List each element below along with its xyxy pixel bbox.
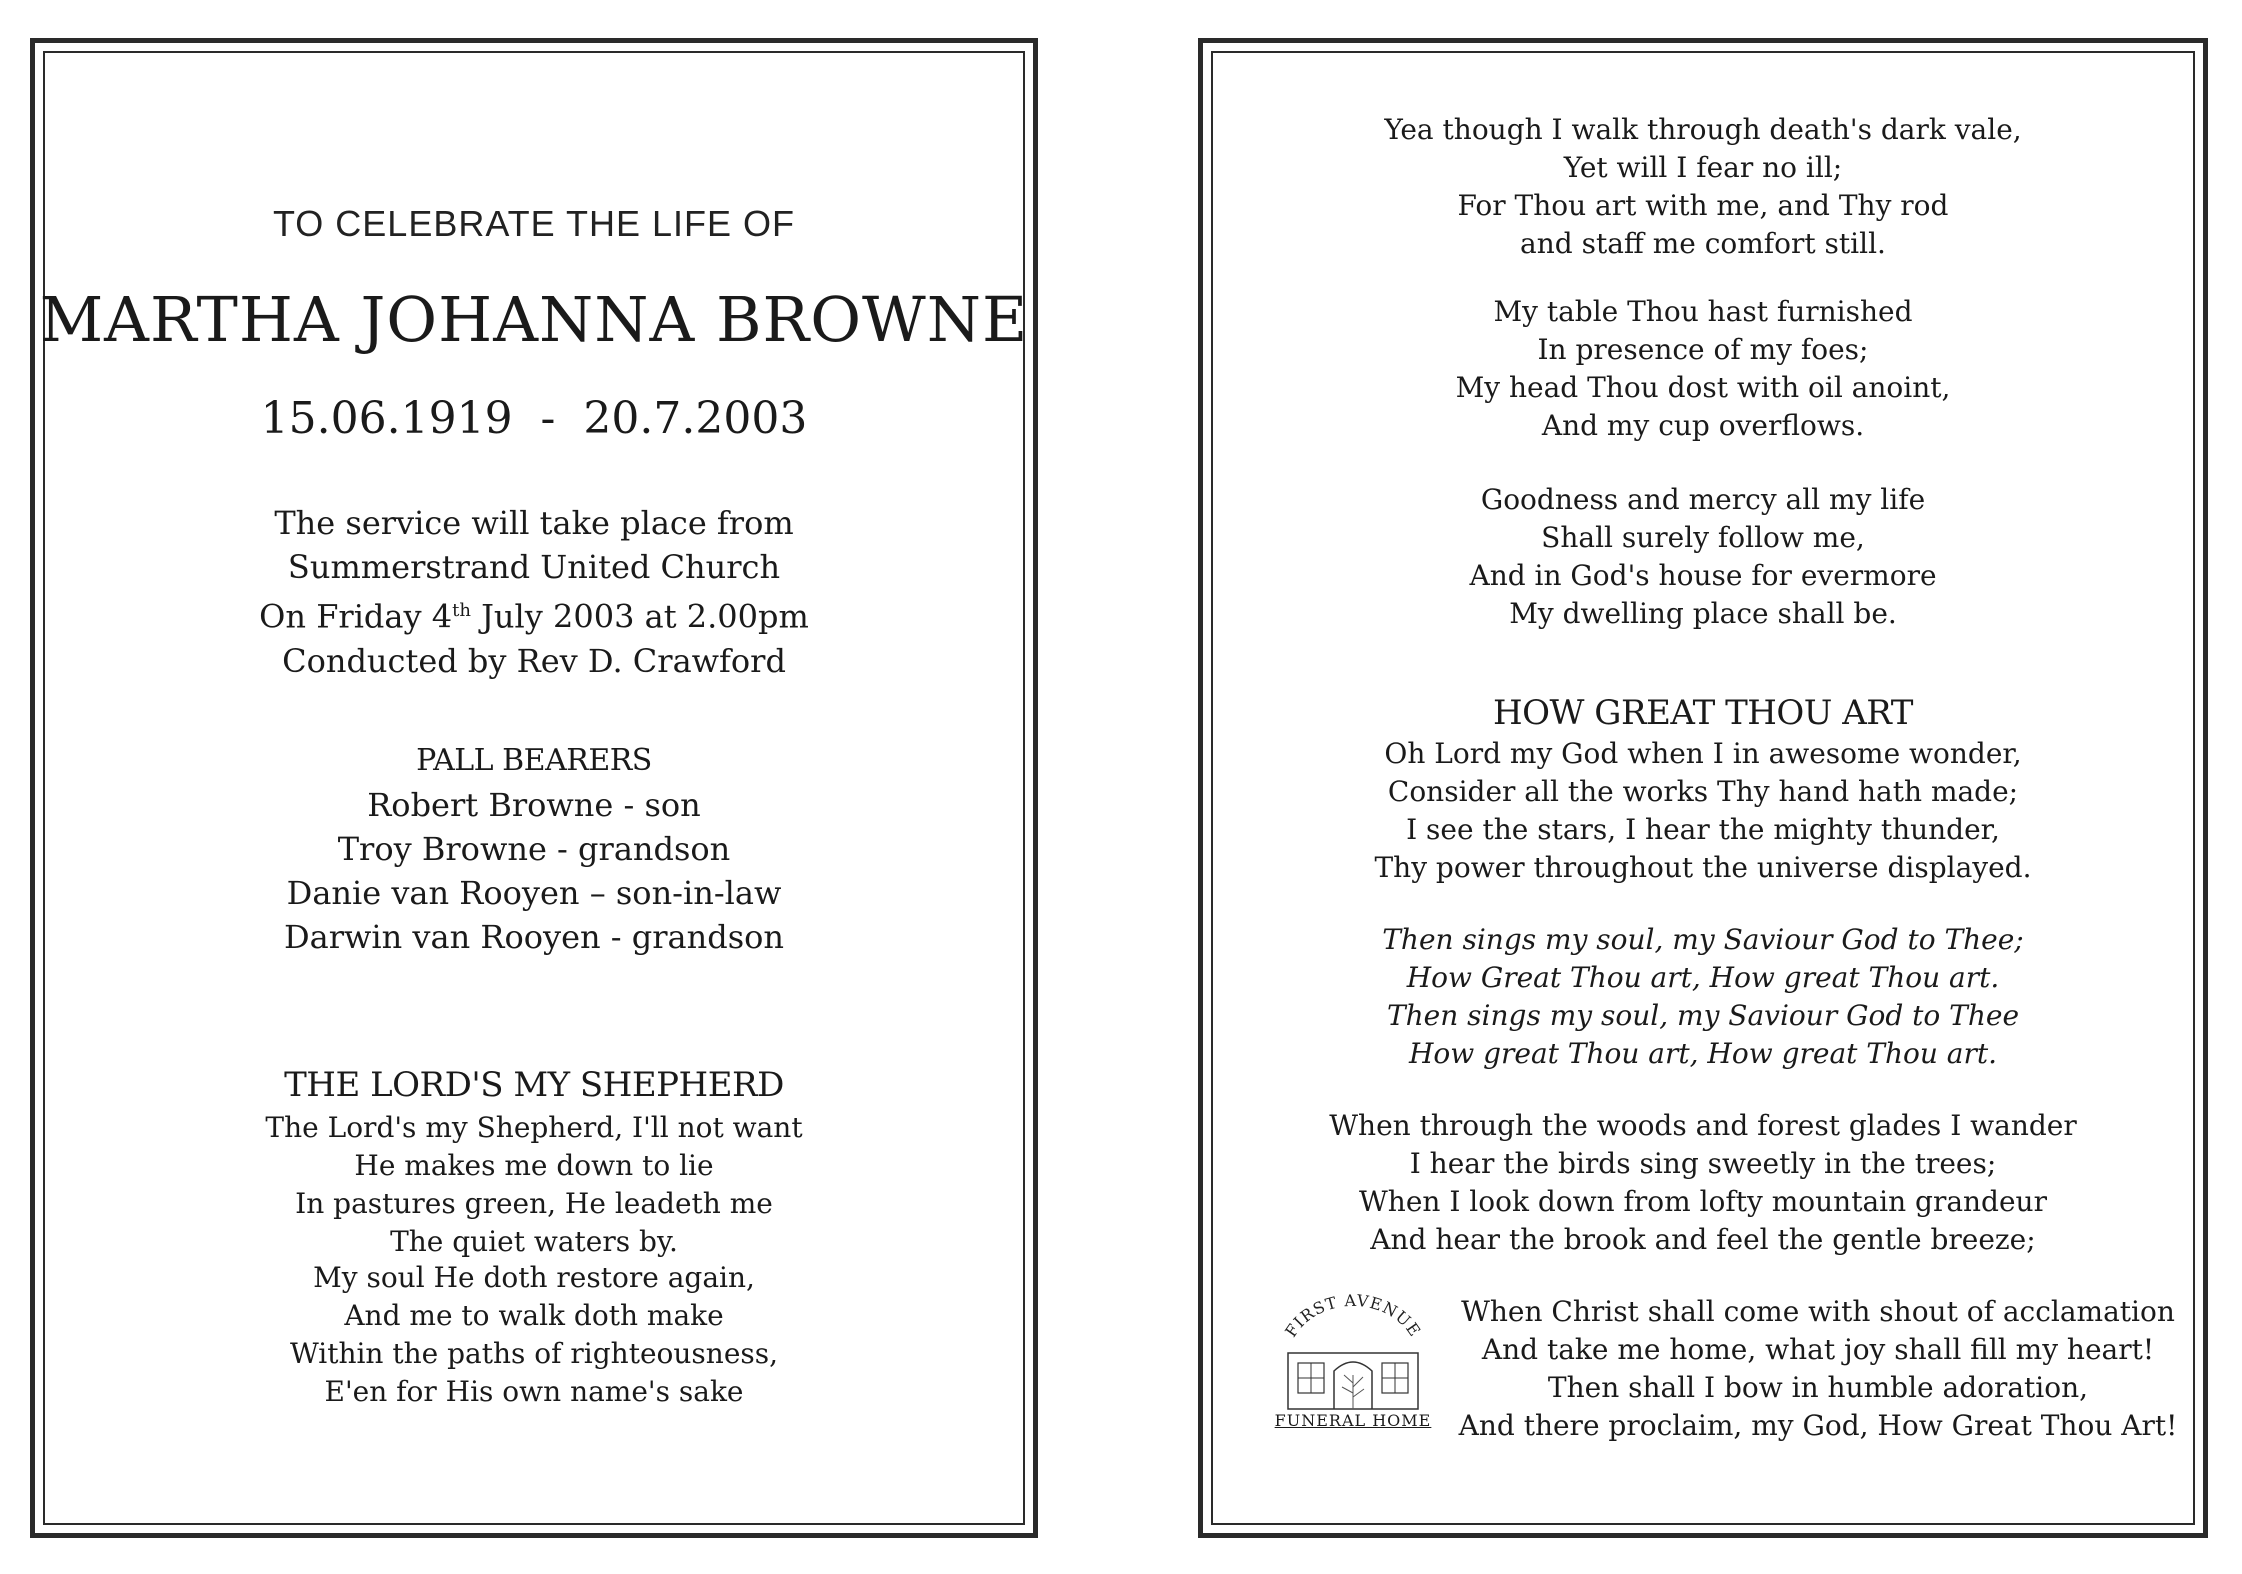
svg-text:FIRST AVENUE — [1281, 1291, 1425, 1340]
logo-arc-text: FIRST AVENUE — [1281, 1291, 1425, 1341]
verse-line: He makes me down to lie — [354, 1149, 714, 1182]
verse-line: Thy power throughout the universe displayed. — [1374, 851, 2032, 884]
verse-line: My dwelling place shall be. — [1509, 597, 1897, 630]
hymn2-verse — [1443, 1293, 2193, 1445]
pall-bearers — [35, 739, 1033, 959]
verse-line: And in God's house for evermore — [1469, 559, 1937, 592]
hymn2-verse — [1203, 1107, 2203, 1259]
verse-line: And hear the brook and feel the gentle breeze; — [1370, 1223, 2036, 1256]
verse-line: When I look down from lofty mountain grandeur — [1359, 1185, 2047, 1218]
service-line: The service will take place from — [274, 504, 794, 542]
verse-line: For Thou art with me, and Thy rod — [1457, 189, 1949, 222]
verse-line: Then shall I bow in humble adoration, — [1547, 1371, 2089, 1404]
service-line: Conducted by Rev D. Crawford — [282, 641, 786, 680]
pall-bearer: Troy Browne - grandson — [337, 830, 731, 868]
verse-line: And my cup overflows. — [1541, 409, 1865, 442]
hymn2-title: HOW GREAT THOU ART — [1493, 693, 1913, 733]
celebrate-heading: TO CELEBRATE THE LIFE OF — [272, 203, 796, 244]
verse-line: Oh Lord my God when I in awesome wonder, — [1384, 737, 2022, 770]
verse-line: How great Thou art, How great Thou art. — [1408, 1037, 1998, 1070]
pall-bearers-title: PALL BEARERS — [416, 743, 652, 778]
verse-line: How Great Thou art, How great Thou art. — [1406, 961, 2000, 994]
verse-line: I see the stars, I hear the mighty thunder, — [1406, 813, 2000, 846]
verse-line: When Christ shall come with shout of acclamation — [1461, 1295, 2175, 1328]
pall-bearer: Darwin van Rooyen - grandson — [283, 918, 785, 956]
pall-bearer: Danie van Rooyen – son-in-law — [286, 874, 782, 912]
verse-line: My soul He doth restore again, — [313, 1261, 755, 1294]
verse-line: Yea though I walk through death's dark vale, — [1384, 113, 2022, 146]
life-dates: 15.06.1919 - 20.7.2003 — [260, 393, 808, 444]
hymn2-verse — [1203, 735, 2203, 887]
verse-line: When through the woods and forest glades I wander — [1329, 1109, 2077, 1142]
logo-label: FUNERAL HOME — [1274, 1411, 1432, 1430]
verse-line: In presence of my foes; — [1537, 333, 1869, 366]
hymn-stanza — [35, 1109, 1033, 1261]
hymn-stanza — [35, 1259, 1033, 1411]
verse-line: Within the paths of righteousness, — [289, 1337, 779, 1370]
verse-line: The Lord's my Shepherd, I'll not want — [265, 1111, 803, 1144]
service-line: Summerstrand United Church — [287, 548, 781, 586]
deceased-name: MARTHA JOHANNA BROWNE — [39, 283, 1029, 356]
verse-line: And there proclaim, my God, How Great Thou Art! — [1458, 1409, 2178, 1442]
verse-line: I hear the birds sing sweetly in the trees; — [1409, 1147, 1997, 1180]
verse-line: Consider all the works Thy hand hath made; — [1387, 775, 2019, 808]
verse-line: And me to walk doth make — [344, 1299, 724, 1332]
verse-line: Yet will I fear no ill; — [1563, 151, 1843, 184]
verse-line: Then sings my soul, my Saviour God to Thee — [1386, 999, 2020, 1032]
verse-line: My head Thou dost with oil anoint, — [1455, 371, 1951, 404]
verse-line: And take me home, what joy shall fill my heart! — [1481, 1333, 2155, 1366]
verse-line: In pastures green, He leadeth me — [295, 1187, 773, 1220]
verse-line: E'en for His own name's sake — [324, 1375, 744, 1408]
hymn-title: THE LORD'S MY SHEPHERD — [284, 1065, 784, 1105]
funeral-home-logo — [1263, 1291, 1443, 1451]
service-date-line: On Friday 4th July 2003 at 2.00pm — [259, 597, 809, 636]
verse-line: Shall surely follow me, — [1541, 521, 1865, 554]
verse-line: My table Thou hast furnished — [1493, 295, 1913, 328]
service-details — [35, 501, 1033, 683]
hymn-stanza — [1203, 111, 2203, 263]
hymn-stanza — [1203, 293, 2203, 445]
hymn2-chorus — [1203, 921, 2203, 1073]
verse-line: Then sings my soul, my Saviour God to Thee; — [1382, 923, 2024, 956]
verse-line: The quiet waters by. — [390, 1225, 678, 1258]
verse-line: and staff me comfort still. — [1520, 227, 1886, 260]
hymn-stanza — [1203, 481, 2203, 633]
verse-line: Goodness and mercy all my life — [1480, 483, 1926, 516]
right-page — [1198, 38, 2208, 1538]
left-page — [30, 38, 1038, 1538]
pall-bearer: Robert Browne - son — [367, 786, 701, 824]
building-icon — [1268, 1291, 1438, 1411]
